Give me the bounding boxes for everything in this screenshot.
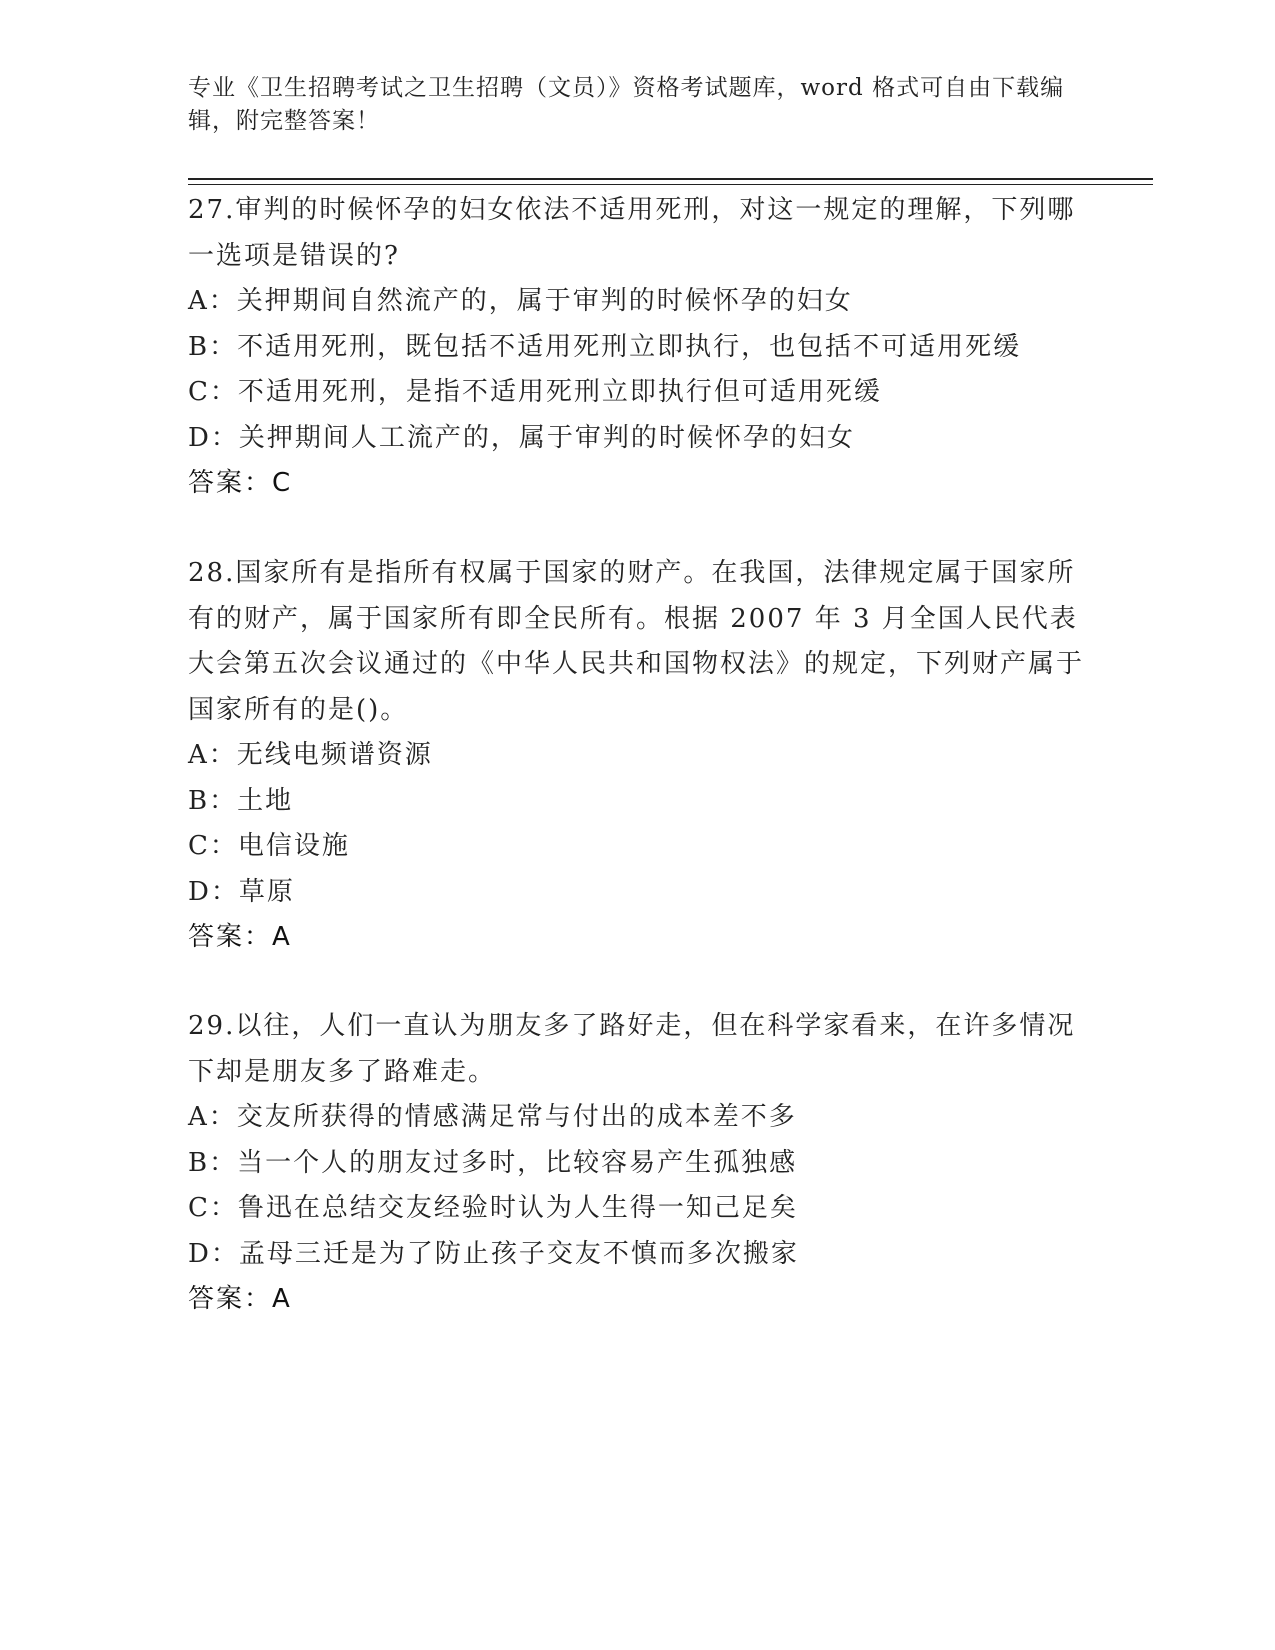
option-d: D：草原 (188, 876, 295, 907)
question-stem: 28.国家所有是指所有权属于国家的财产。在我国，法律规定属于国家所有的财产，属于国家所有即全民所有。根据 2007 年 3 月全国人民代表大会第五次会议通过的《中华人民共和国物权法》的规定，下列财产属于国家所有的是()。 (188, 558, 1085, 725)
option-c: C：鲁迅在总结交友经验时认为人生得一知己足矣 (188, 1193, 798, 1223)
option-a: A：无线电频谱资源 (188, 740, 433, 770)
answer: 答案：C (188, 468, 293, 498)
question-29 (188, 1004, 1088, 1323)
question-stem: 27.审判的时候怀孕的妇女依法不适用死刑，对这一规定的理解，下列哪一选项是错误的? (188, 195, 1076, 271)
question-27 (188, 188, 1088, 507)
document-header: 专业《卫生招聘考试之卫生招聘（文员）》资格考试题库，word 格式可自由下载编辑，附完整答案！ (188, 75, 1065, 134)
option-a: A：交友所获得的情感满足常与付出的成本差不多 (188, 1102, 797, 1132)
option-c: C：电信设施 (188, 831, 350, 861)
question-28 (188, 551, 1088, 961)
option-b: B：当一个人的朋友过多时，比较容易产生孤独感 (188, 1147, 798, 1178)
question-stem: 29.以往，人们一直认为朋友多了路好走，但在科学家看来，在许多情况下却是朋友多了路难走。 (188, 1011, 1076, 1087)
answer: 答案：A (188, 1284, 292, 1314)
option-d: D：关押期间人工流产的，属于审判的时候怀孕的妇女 (188, 422, 855, 453)
header-divider-thin (188, 184, 1153, 185)
option-a: A：关押期间自然流产的，属于审判的时候怀孕的妇女 (188, 286, 853, 316)
option-b: B：土地 (188, 785, 294, 816)
answer: 答案：A (188, 922, 292, 952)
option-d: D：孟母三迁是为了防止孩子交友不慎而多次搬家 (188, 1238, 799, 1269)
header-divider (188, 178, 1153, 180)
option-c: C：不适用死刑，是指不适用死刑立即执行但可适用死缓 (188, 377, 882, 407)
option-b: B：不适用死刑，既包括不适用死刑立即执行，也包括不可适用死缓 (188, 331, 1022, 362)
